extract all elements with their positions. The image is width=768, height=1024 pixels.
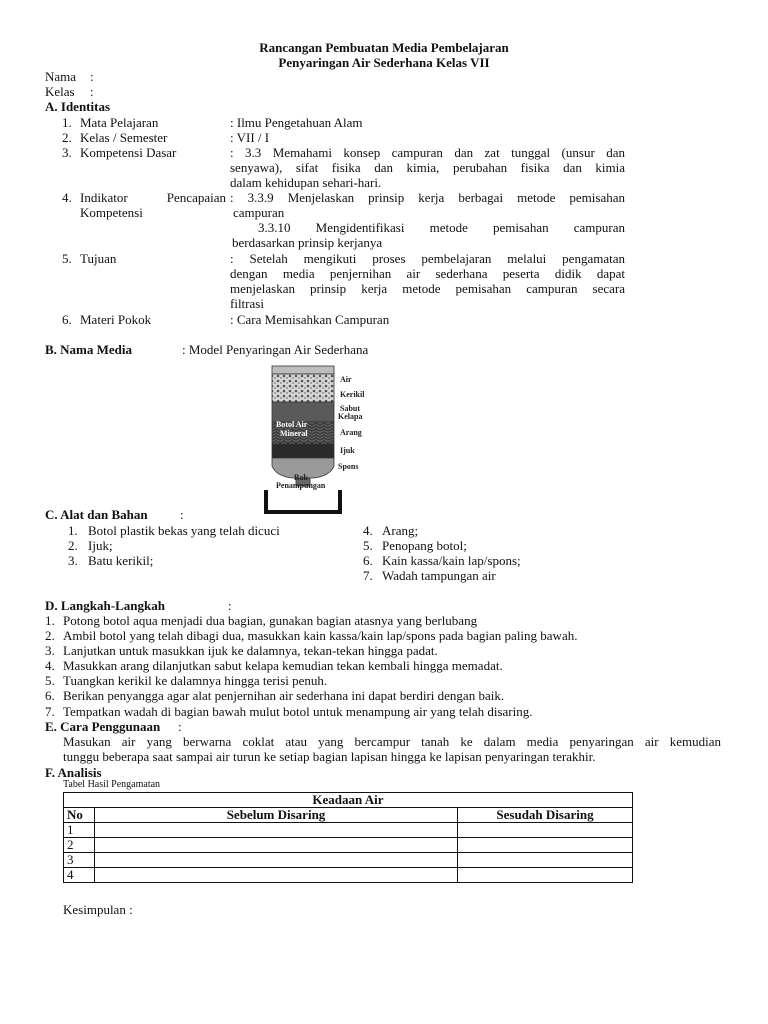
before-cell[interactable] <box>95 868 458 883</box>
section-e-heading: E. Cara Penggunaan <box>45 719 161 734</box>
before-cell[interactable] <box>95 838 458 853</box>
after-cell[interactable] <box>458 838 633 853</box>
material-item: Penopang botol; <box>382 538 467 553</box>
material-item: Arang; <box>382 523 419 538</box>
material-num: 7. <box>363 568 373 583</box>
column-header-no: No <box>64 808 95 823</box>
step-num: 2. <box>45 628 55 643</box>
section-f-heading: F. Analisis <box>45 765 102 780</box>
layer-label-spons: Spons <box>338 462 359 471</box>
competency-text: : 3.3 Memahami konsep campuran dan zat tunggal (unsur dan senyawa), sifat fisika dan kimia, perubahan fisika dan kimia dalam kehidupan sehari-hari. <box>230 145 625 190</box>
material-num: 5. <box>363 538 373 553</box>
section-b-heading: B. Nama Media <box>45 342 133 357</box>
class-label: Kelas <box>45 84 75 99</box>
material-num: 3. <box>68 553 78 568</box>
after-cell[interactable] <box>458 823 633 838</box>
step-text: Berikan penyangga agar alat penjernihan air sederhana ini dapat berdiri dengan baik. <box>63 688 505 703</box>
step-num: 3. <box>45 643 55 658</box>
material-item: Botol plastik bekas yang telah dicuci <box>88 523 280 538</box>
identity-label: Kelas / Semester <box>80 130 168 145</box>
layer-label-kelapa: Kelapa <box>338 412 363 421</box>
media-name-value: : Model Penyaringan Air Sederhana <box>182 342 369 357</box>
identity-value: : VII / I <box>230 130 270 145</box>
bottle-label: Mineral <box>280 429 308 438</box>
step-text: Potong botol aqua menjadi dua bagian, gunakan bagian atasnya yang berlubang <box>63 613 478 628</box>
step-text: Tuangkan kerikil ke dalamnya hingga terisi penuh. <box>63 673 328 688</box>
section-c-separator: : <box>180 507 184 522</box>
identity-num: 1. <box>62 115 72 130</box>
step-num: 7. <box>45 704 55 719</box>
material-item: Batu kerikil; <box>88 553 154 568</box>
section-e-separator: : <box>178 719 182 734</box>
indicator-text-2-cont: berdasarkan prinsip kerjanya <box>232 235 383 250</box>
identity-label: Mata Pelajaran <box>80 115 159 130</box>
before-cell[interactable] <box>95 853 458 868</box>
step-text: Masukkan arang dilanjutkan sabut kelapa kemudian tekan kembali hingga memadat. <box>63 658 503 673</box>
objective-text: : Setelah mengikuti proses pembelajaran melalui pengamatan dengan media penjernihan air sederhana peserta didik dapat menjelaskan prinsip kerja metode pemisahan campuran secara filtrasi <box>230 251 625 311</box>
identity-num: 2. <box>62 130 72 145</box>
indicator-text-2: 3.3.10 Mengidentifikasi metode pemisahan campuran <box>258 220 625 235</box>
material-num: 1. <box>68 523 78 538</box>
table-title: Keadaan Air <box>64 793 633 808</box>
conclusion-label: Kesimpulan : <box>63 902 133 917</box>
identity-value: : Ilmu Pengetahuan Alam <box>230 115 363 130</box>
step-text: Ambil botol yang telah dibagi dua, masukkan kain kassa/kain lap/spons pada bagian paling bawah. <box>63 628 578 643</box>
table-row <box>64 823 633 838</box>
bottle-label: Botol Air <box>276 420 308 429</box>
filter-bottle-illustration <box>258 364 378 522</box>
indicator-label: Indikator Pencapaian Kompetensi <box>80 190 226 220</box>
table-caption: Tabel Hasil Pengamatan <box>63 779 161 790</box>
after-cell[interactable] <box>458 868 633 883</box>
section-d-separator: : <box>228 598 232 613</box>
basin-label: Bak <box>294 473 308 482</box>
identity-label: Tujuan <box>80 251 117 266</box>
name-separator: : <box>90 69 94 84</box>
row-number: 2 <box>64 838 95 853</box>
column-header-after: Sesudah Disaring <box>458 808 633 823</box>
document-title-line2: Penyaringan Air Sederhana Kelas VII <box>278 55 490 70</box>
row-number: 1 <box>64 823 95 838</box>
identity-num: 6. <box>62 312 72 327</box>
step-num: 4. <box>45 658 55 673</box>
section-c-heading: C. Alat dan Bahan <box>45 507 148 522</box>
step-text: Tempatkan wadah di bagian bawah mulut botol untuk menampung air yang telah disaring. <box>63 704 533 719</box>
layer-label-sabut: Sabut <box>340 404 361 413</box>
step-num: 1. <box>45 613 55 628</box>
identity-value: : Cara Memisahkan Campuran <box>230 312 390 327</box>
class-separator: : <box>90 84 94 99</box>
row-number: 3 <box>64 853 95 868</box>
name-label: Nama <box>45 69 77 84</box>
column-header-before: Sebelum Disaring <box>95 808 458 823</box>
step-text: Lanjutkan untuk masukkan ijuk ke dalamnya, tekan-tekan hingga padat. <box>63 643 438 658</box>
step-num: 5. <box>45 673 55 688</box>
identity-num: 5. <box>62 251 72 266</box>
layer-label-arang: Arang <box>340 428 362 437</box>
step-num: 6. <box>45 688 55 703</box>
identity-label: Materi Pokok <box>80 312 152 327</box>
material-num: 4. <box>363 523 373 538</box>
material-item: Ijuk; <box>88 538 113 553</box>
indicator-text-1: : 3.3.9 Menjelaskan prinsip kerja berbagai metode pemisahan campuran <box>230 190 625 220</box>
identity-num: 3. <box>62 145 72 160</box>
layer-label-air: Air <box>340 375 352 384</box>
document-title-line1: Rancangan Pembuatan Media Pembelajaran <box>259 40 509 55</box>
before-cell[interactable] <box>95 823 458 838</box>
observation-table <box>63 792 633 883</box>
section-d-heading: D. Langkah-Langkah <box>45 598 165 613</box>
identity-num: 4. <box>62 190 72 205</box>
section-a-heading: A. Identitas <box>45 99 111 114</box>
material-item: Kain kassa/kain lap/spons; <box>382 553 521 568</box>
table-row <box>64 853 633 868</box>
layer-label-ijuk: Ijuk <box>340 446 355 455</box>
table-row <box>64 868 633 883</box>
table-row <box>64 838 633 853</box>
row-number: 4 <box>64 868 95 883</box>
filter-model-figure <box>258 364 378 522</box>
material-num: 6. <box>363 553 373 568</box>
usage-text: Masukan air yang berwarna coklat atau yang bercampur tanah ke dalam media penyaringan air kemudian tunggu beberapa saat sampai air turun ke setiap bagian lapisan hingga ke lapisan penyaringan terakhir. <box>63 734 721 764</box>
basin-label: Penampungan <box>276 481 326 490</box>
identity-label: Kompetensi Dasar <box>80 145 177 160</box>
material-item: Wadah tampungan air <box>382 568 496 583</box>
after-cell[interactable] <box>458 853 633 868</box>
layer-label-kerikil: Kerikil <box>340 390 365 399</box>
material-num: 2. <box>68 538 78 553</box>
